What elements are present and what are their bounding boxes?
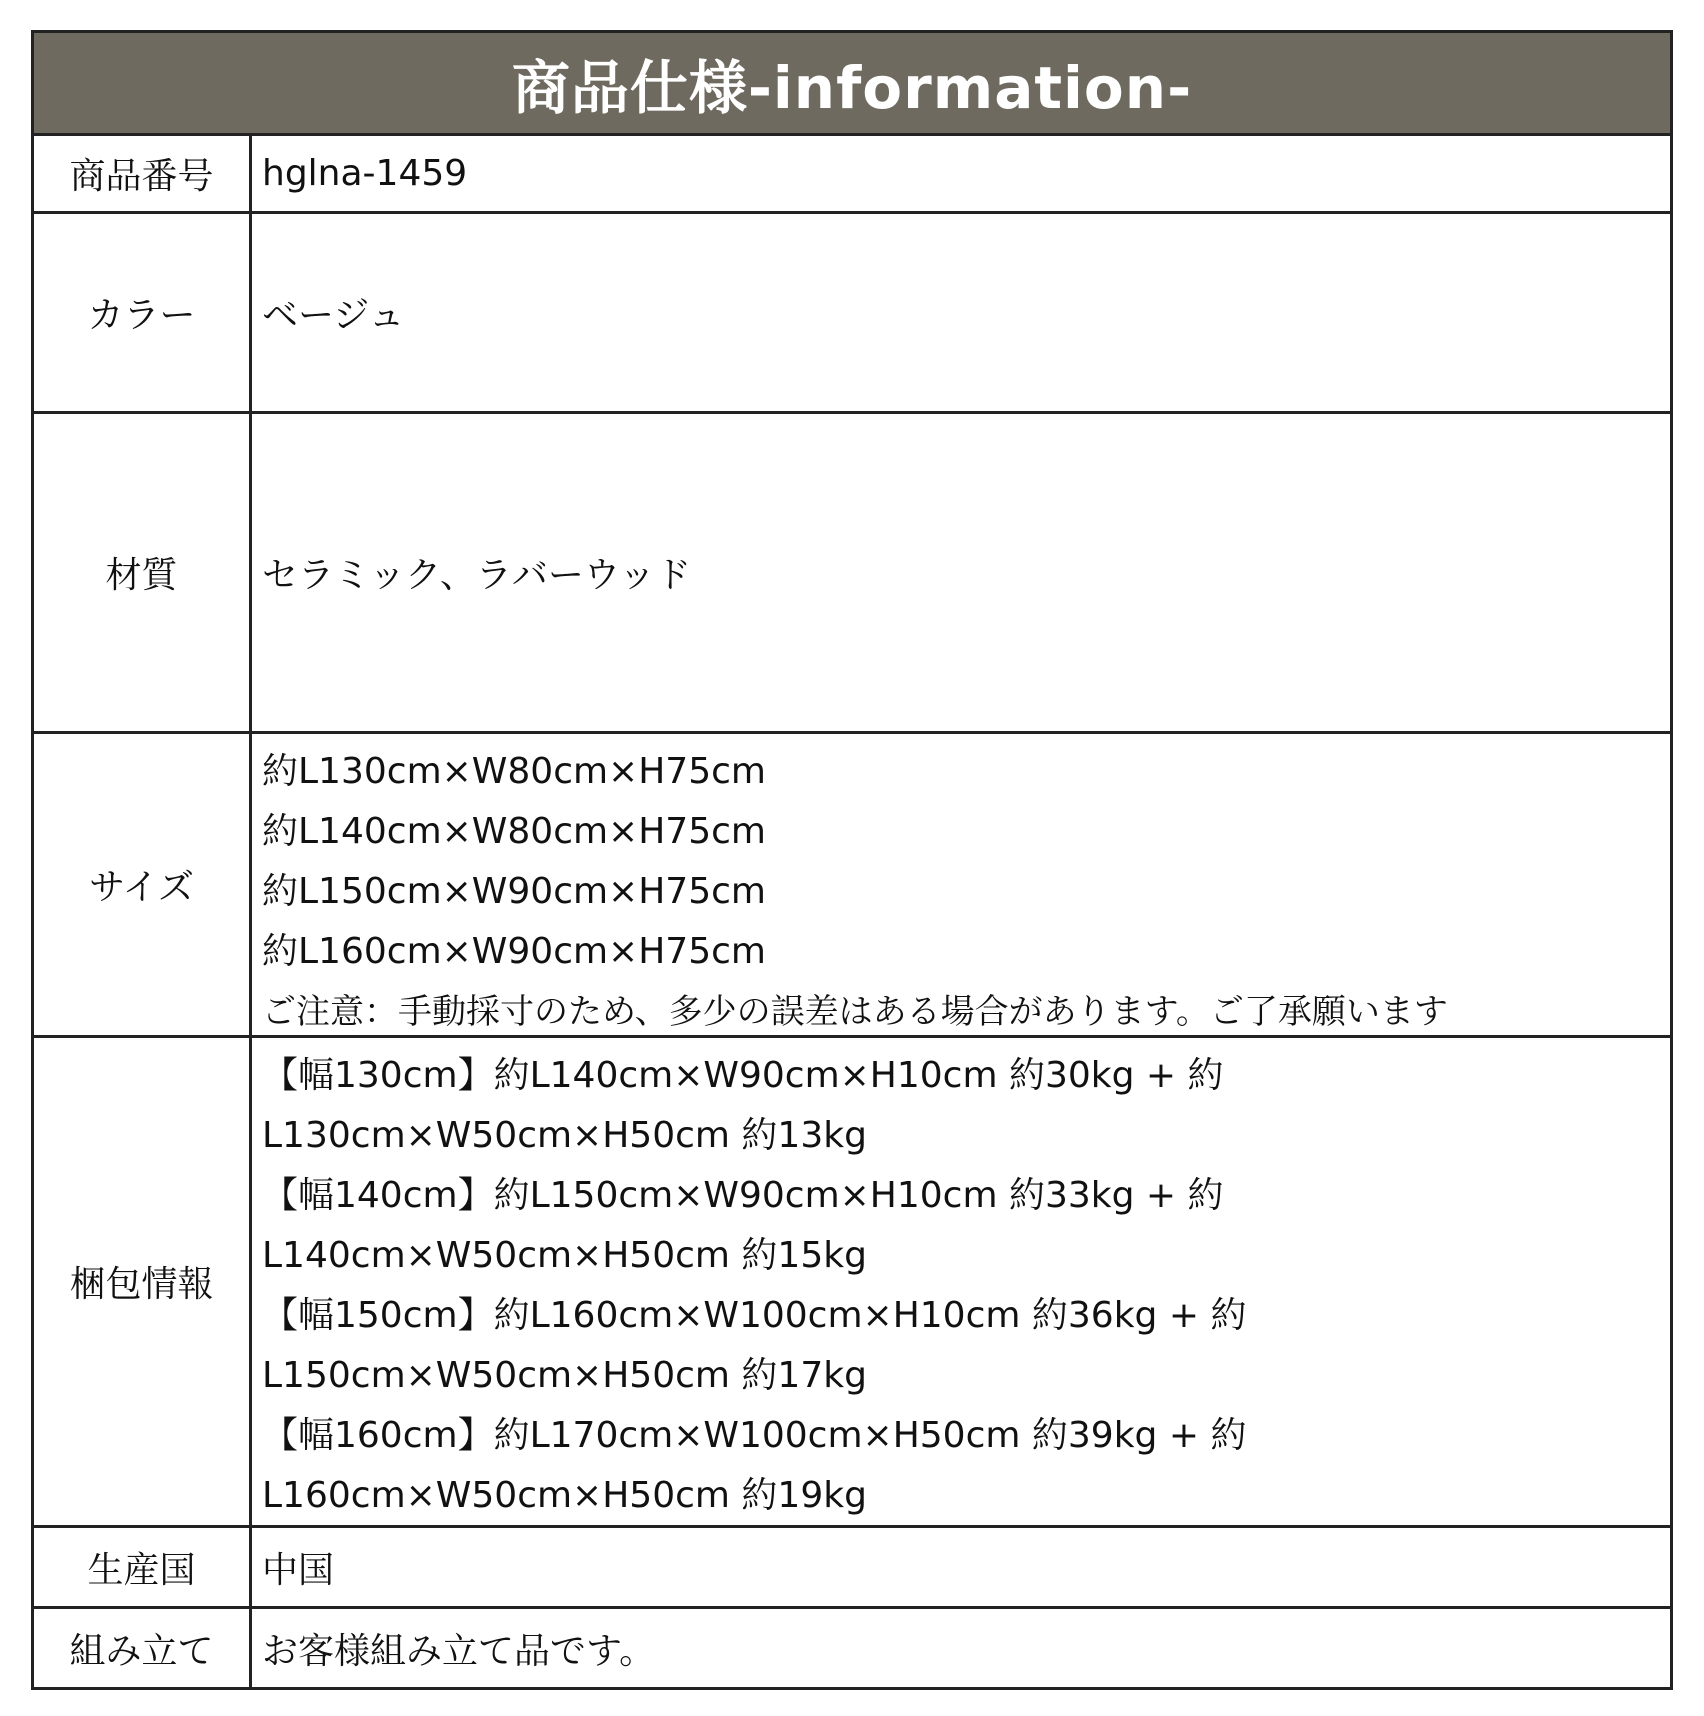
value-material: セラミック、ラバーウッド bbox=[262, 555, 692, 596]
spec-table bbox=[31, 30, 1673, 1690]
row-color bbox=[34, 214, 1670, 414]
label-assembly: 組み立て bbox=[34, 1609, 252, 1687]
packing-line: L130cm×W50cm×H50cm 約13kg bbox=[262, 1115, 867, 1156]
packing-line: L150cm×W50cm×H50cm 約17kg bbox=[262, 1355, 867, 1396]
label-size: サイズ bbox=[34, 734, 252, 1035]
value-origin: 中国 bbox=[262, 1549, 335, 1591]
size-line: 約L150cm×W90cm×H75cm bbox=[262, 871, 766, 912]
value-color: ベージュ bbox=[262, 295, 405, 336]
label-material: 材質 bbox=[34, 414, 252, 731]
packing-line: 【幅130cm】約L140cm×W90cm×H10cm 約30kg + 約 bbox=[262, 1055, 1224, 1096]
packing-line: L140cm×W50cm×H50cm 約15kg bbox=[262, 1235, 867, 1276]
row-product-number bbox=[34, 136, 1670, 214]
size-line: 約L130cm×W80cm×H75cm bbox=[262, 751, 766, 792]
value-packing bbox=[252, 1038, 1670, 1525]
value-product-number: hglna-1459 bbox=[262, 153, 468, 194]
row-size bbox=[34, 734, 1670, 1038]
value-assembly: お客様組み立て品です。 bbox=[262, 1630, 656, 1672]
packing-line: L160cm×W50cm×H50cm 約19kg bbox=[262, 1475, 867, 1516]
size-line: 約L160cm×W90cm×H75cm bbox=[262, 931, 766, 972]
label-color: カラー bbox=[34, 214, 252, 411]
size-note: ご注意：手動採寸のため、多少の誤差はある場合があります。ご了承願います bbox=[262, 992, 1448, 1032]
value-size bbox=[252, 734, 1670, 1035]
packing-line: 【幅150cm】約L160cm×W100cm×H10cm 約36kg + 約 bbox=[262, 1295, 1247, 1336]
packing-line: 【幅140cm】約L150cm×W90cm×H10cm 約33kg + 約 bbox=[262, 1175, 1224, 1216]
size-line: 約L140cm×W80cm×H75cm bbox=[262, 811, 766, 852]
packing-line: 【幅160cm】約L170cm×W100cm×H50cm 約39kg + 約 bbox=[262, 1415, 1247, 1456]
row-material bbox=[34, 414, 1670, 734]
label-origin: 生産国 bbox=[34, 1528, 252, 1606]
row-assembly bbox=[34, 1609, 1670, 1687]
label-packing: 梱包情報 bbox=[34, 1038, 252, 1525]
label-product-number: 商品番号 bbox=[34, 136, 252, 211]
row-packing bbox=[34, 1038, 1670, 1528]
table-title: 商品仕様-information- bbox=[34, 33, 1670, 136]
row-origin bbox=[34, 1528, 1670, 1609]
